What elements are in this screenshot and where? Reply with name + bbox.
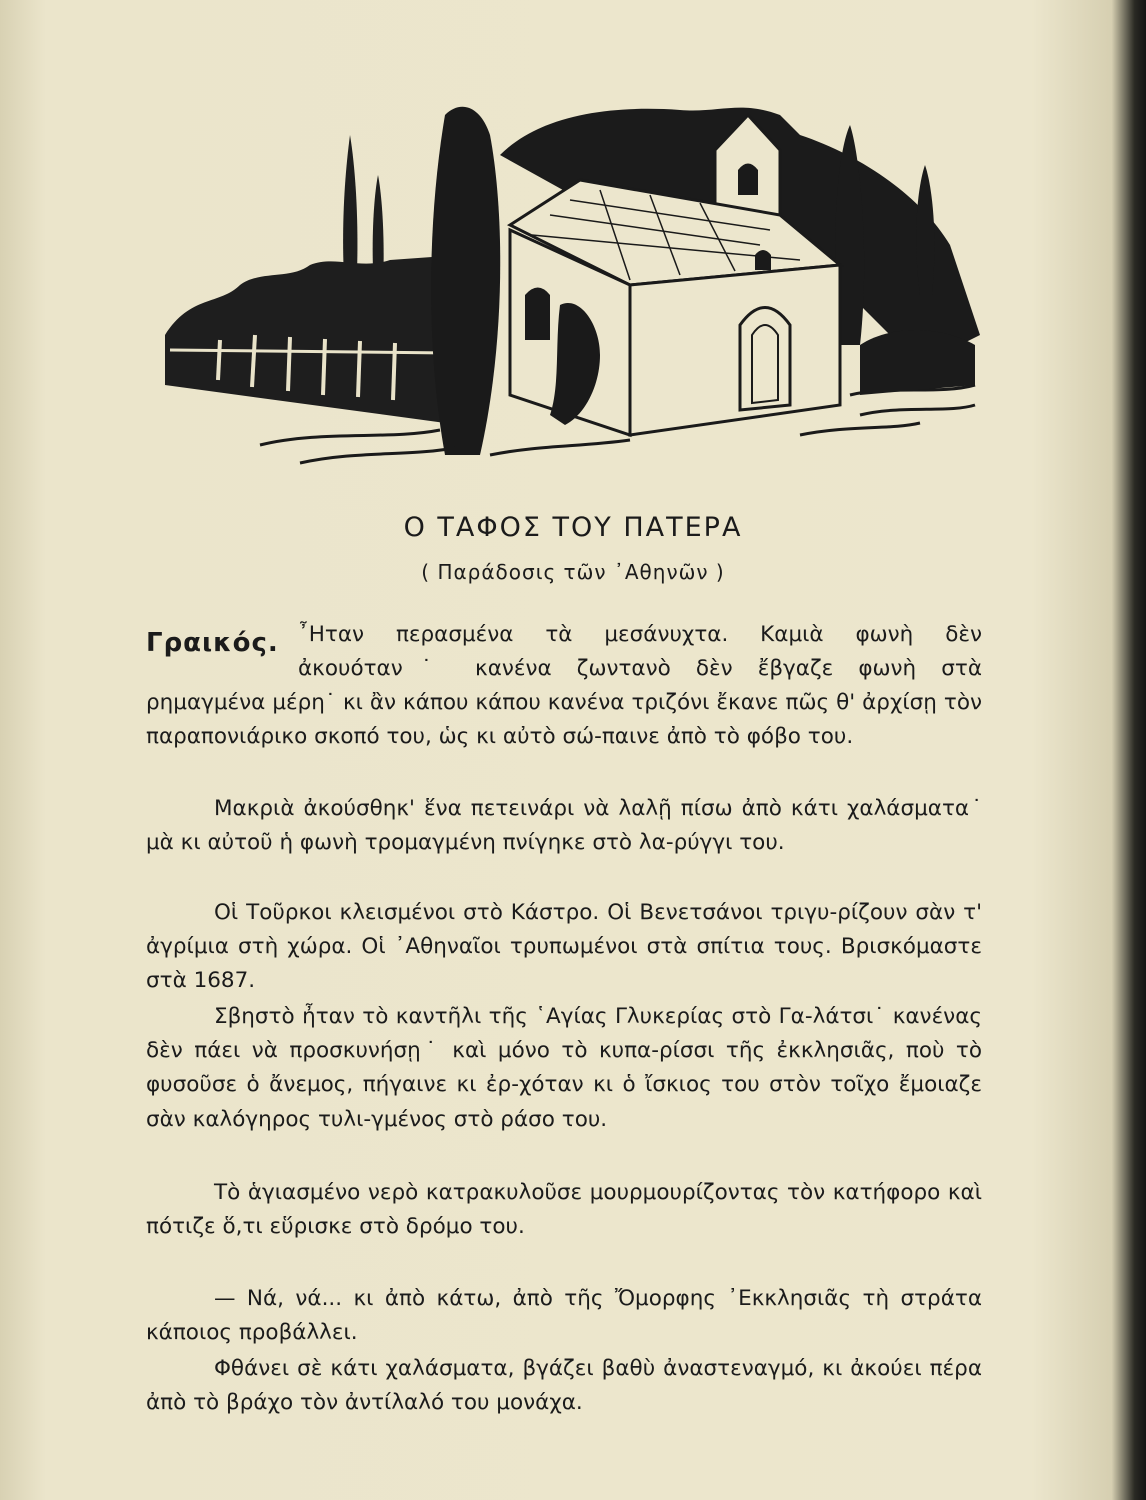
author-name: Γραικός. (146, 628, 279, 658)
page-subtitle: ( Παράδοσις τῶν ᾿Αθηνῶν ) (421, 560, 725, 584)
paragraph-5: Τὸ ἁγιασμένο νερὸ κατρακυλοῦσε μουρμουρίζοντας τὸν κατήφορο καὶ πότιζε ὅ,τι εὕρισκε στὸ δρόμο του. (146, 1180, 982, 1240)
paragraph-2: Μακριὰ ἀκούσθηκ' ἕνα πετεινάρι νὰ λαλῇ πίσω ἀπὸ κάτι χαλάσματα˙ μὰ κι αὐτοῦ ἡ φωνὴ τρομαγμένη πνίγηκε στὸ λα-ρύγγι του. (146, 796, 982, 856)
paragraph-7: Φθάνει σὲ κάτι χαλάσματα, βγάζει βαθὺ ἀναστεναγμό, κι ἀκούει πέρα ἀπὸ τὸ βράχο τὸν ἀντίλαλό του μονάχα. (146, 1356, 982, 1416)
paragraph-1-line-2: ἀκουόταν˙ κανένα ζωντανὸ δὲν ἔβγαζε φωνὴ στὰ (298, 656, 982, 681)
paragraph-1-rest: ρημαγμένα μέρη˙ κι ἂν κάπου κάπου κανένα τριζόνι ἔκανε πῶς θ' ἀρχίσῃ τὸν παραπονιάρικο σκοπό του, ὡς κι αὐτὸ σώ-παινε ἀπὸ τὸ φόβο του. (146, 690, 982, 750)
chapel-illustration (160, 95, 985, 490)
paragraph-1-line-1: ῏Ηταν περασμένα τὰ μεσάνυχτα. Καμιὰ φωνὴ δὲν (298, 622, 982, 647)
paragraph-4: Σβηστὸ ἦταν τὸ καντῆλι τῆς ῾Αγίας Γλυκερίας στὸ Γα-λάτσι˙ κανένας δὲν πάει νὰ προσκυνήσῃ˙ καὶ μόνο τὸ κυπα-ρίσσι τῆς ἐκκλησιᾶς, ποὺ τὸ φυσοῦσε ὁ ἄνεμος, πήγαινε κι ἐρ-χόταν κι ὁ ἴσκιος του στὸν τοῖχο ἔμοιαζε σὰν καλόγηρος τυλι-γμένος στὸ ράσο του. (146, 1004, 982, 1132)
paragraph-6: — Νά, νά... κι ἀπὸ κάτω, ἀπὸ τῆς Ὄμορφης ᾿Εκκλησιᾶς τὴ στράτα κάποιος προβάλλει. (146, 1286, 982, 1346)
paragraph-3: Οἱ Τοῦρκοι κλεισμένοι στὸ Κάστρο. Οἱ Βενετσάνοι τριγυ-ρίζουν σὰν τ' ἀγρίμια στὴ χώρα. Οἱ ᾿Αθηναῖοι τρυπωμένοι στὰ σπίτια τους. Βρισκόμαστε στὰ 1687. (146, 900, 982, 994)
page-title: Ο ΤΑΦΟΣ ΤΟΥ ΠΑΤΕΡΑ (403, 512, 743, 543)
